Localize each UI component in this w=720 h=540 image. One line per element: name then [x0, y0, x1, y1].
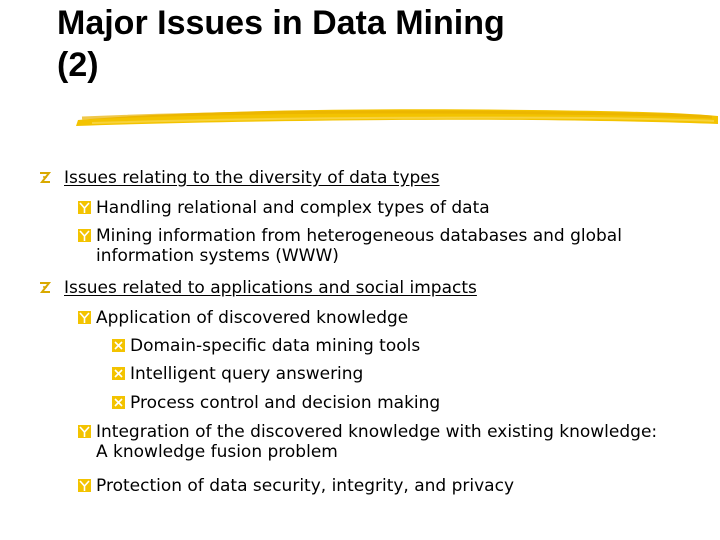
- bullet-text: Protection of data security, integrity, and privacy: [96, 476, 515, 496]
- list-item: [96, 308, 408, 328]
- bullet-text: Mining information from heterogeneous databases and global information systems (WWW): [96, 226, 622, 266]
- x-checkbox-bullet-icon: [112, 396, 125, 409]
- x-checkbox-bullet-icon: [112, 367, 125, 380]
- list-item: [96, 476, 514, 496]
- list-item: [130, 336, 420, 356]
- list-item: [96, 422, 657, 462]
- bullet-text: Issues related to applications and social impacts: [64, 278, 477, 298]
- y-checkbox-bullet-icon: [78, 229, 91, 242]
- brush-stroke-underline: [72, 104, 720, 130]
- bullet-text: Process control and decision making: [130, 393, 441, 413]
- bullet-text: Issues relating to the diversity of data types: [64, 168, 440, 188]
- bullet-text: Intelligent query answering: [130, 364, 364, 384]
- slide-title: [57, 2, 697, 86]
- bullet-text: Handling relational and complex types of data: [96, 198, 490, 218]
- bullet-text: Domain-specific data mining tools: [130, 336, 421, 356]
- x-checkbox-bullet-icon: [112, 339, 125, 352]
- bullet-text: Application of discovered knowledge: [96, 308, 409, 328]
- y-checkbox-bullet-icon: [78, 479, 91, 492]
- list-item: [64, 168, 440, 188]
- slide-title-line-1: Major Issues in Data Mining: [57, 4, 505, 42]
- bullet-text: Integration of the discovered knowledge with existing knowledge: A knowledge fusion problem: [96, 422, 658, 462]
- z-bullet-icon: [38, 280, 52, 296]
- y-checkbox-bullet-icon: [78, 425, 91, 438]
- list-item: [96, 226, 622, 266]
- y-checkbox-bullet-icon: [78, 201, 91, 214]
- y-checkbox-bullet-icon: [78, 311, 91, 324]
- list-item: [130, 393, 440, 413]
- list-item: [130, 364, 363, 384]
- list-item: [96, 198, 490, 218]
- z-bullet-icon: [38, 170, 52, 186]
- list-item: [64, 278, 477, 298]
- slide-title-line-2: (2): [57, 46, 99, 84]
